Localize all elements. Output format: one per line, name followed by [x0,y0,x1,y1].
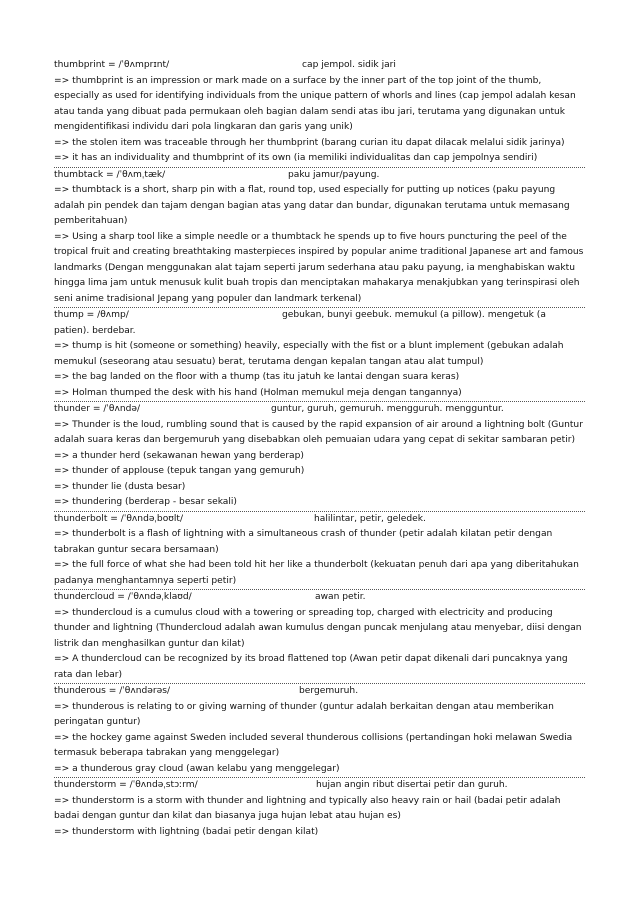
entry-meaning: awan petir. [315,592,366,602]
entry-headword: thump = /θʌmp/ [54,310,129,320]
entry-line: => Holman thumped the desk with his hand (Holman memukul meja dengan tangannya) [54,387,462,398]
entry-headword: thunder = /ˈθʌndə/ [54,404,141,414]
entry-line: => a thunderous gray cloud (awan kelabu yang menggelegar) [54,763,340,774]
entry-meaning: guntur, guruh, gemuruh. mengguruh. mengguntur. [271,404,504,414]
entry-line: patien). berdebar. [54,325,136,336]
entry-line: => thunder of applouse (tepuk tangan yang gemuruh) [54,466,305,476]
entry-meaning: halilintar, petir, geledek. [314,513,426,524]
entry-line: => thunderbolt is a flash of lightning with a simultaneous crash of thunder (petir adalah kilatan petir dengan tabrakan guntur secara bersamaan) [54,529,553,555]
entry-thunderbolt [54,511,585,590]
entry-line: => the bag landed on the floor with a thump (tas itu jatuh ke lantai dengan suara keras) [54,372,460,382]
entry-thunderstorm [54,777,585,840]
entry-line: => a thunder herd (sekawanan hewan yang berderap) [54,450,304,461]
entry-headword-row [54,684,585,700]
entry-thunderous [54,683,585,777]
entry-thump [54,307,585,401]
entry-line: => the full force of what she had been told hit her like a thunderbolt (kekuatan penuh dari apa yang diberitahukan padanya menghantamnya seperti petir) [54,560,579,586]
entry-headword: thunderbolt = /ˈθʌndəˌboʊlt/ [54,513,184,524]
entry-headword-row [54,590,585,606]
entry-headword-row [54,58,585,74]
entry-line: => thunderstorm is a storm with thunder and lightning and typically also heavy rain or hail (badai petir adalah badai dengan guntur dan kilat dan biasanya juga hujan lebat atau hujan es) [54,795,561,821]
entry-headword: thunderous = /ˈθʌndərəs/ [54,686,171,696]
entry-meaning: gebukan, bunyi geebuk. memukul (a pillow). mengetuk (a [282,310,546,320]
entry-meaning: bergemuruh. [299,686,359,696]
entry-thunder [54,401,585,511]
entry-headword: thumbprint = /ˈθʌmprɪnt/ [54,60,170,70]
entry-headword: thundercloud = /ˈθʌndəˌklaʊd/ [54,592,192,602]
entry-line: => thump is hit (someone or something) heavily, especially with the fist or a blunt implement (gebukan adalah memukul (seseorang atau sesuatu) berat, terutama dengan kepalan tangan atau alat tumpul) [54,341,564,367]
entry-headword: thunderstorm = /ˈθʌndəˌstɔːrm/ [54,780,198,790]
entry-line: => thumbprint is an impression or mark made on a surface by the inner part of the top joint of the thumb, especially as used for identifying individuals from the unique pattern of whorls and lines (cap jempol adalah kesan atau tanda yang dibuat pada permukaan oleh bagian dalam sendi atas ibu jari, terutama yang digunakan untuk mengidentifikasi individu dari pola lingkaran dan garis yang unik) [54,75,576,132]
entry-meaning: hujan angin ribut disertai petir dan guruh. [316,780,508,790]
entry-line: => Using a sharp tool like a simple needle or a thumbtack he spends up to five hours puncturing the peel of the tropical fruit and creating breathtaking masterpieces inspired by popular anime traditional Japanese art and famous landmarks (Dengan menggunakan alat tajam seperti jarum sederhana atau paku payung, ia menghabiskan waktu hingga lima jam untuk menusuk kulit buah tropis dan menciptakan mahakarya menakjubkan yang terinspirasi oleh seni anime tradisional Jepang yang populer dan landmark terkenal) [54,231,584,304]
entry-headword-row [54,402,585,418]
entry-headword-row [54,308,585,324]
entry-headword: thumbtack = /ˈθʌmˌtæk/ [54,169,166,180]
entry-headword-row [54,512,585,528]
entry-thumbprint [54,58,585,167]
entry-meaning: paku jamur/payung. [288,169,380,180]
entry-line: => thumbtack is a short, sharp pin with a flat, round top, used especially for putting up notices (paku payung adalah pin pendek dan tajam dengan bagian atas yang datar dan bundar, digunakan terutama untuk memasang pemberitahuan) [54,185,570,226]
entry-line: => thundering (berderap - besar sekali) [54,497,237,507]
entry-line: => the stolen item was traceable through her thumbprint (barang curian itu dapat dilacak melalui sidik jarinya) [54,137,565,148]
entry-headword-row [54,168,585,184]
entry-line: => it has an individuality and thumbprint of its own (ia memiliki individualitas dan cap jempolnya sendiri) [54,153,538,163]
entry-line: => the hockey game against Sweden included several thunderous collisions (pertandingan hoki melawan Swedia termasuk beberapa tabrakan yang menggelegar) [54,732,573,758]
dictionary-page [54,58,585,840]
entry-line: => thunderous is relating to or giving warning of thunder (guntur adalah berkaitan dengan atau memberikan peringatan guntur) [54,701,554,727]
entry-line: => thundercloud is a cumulus cloud with a towering or spreading top, charged with electricity and producing thunder and lightning (Thundercloud adalah awan kumulus dengan puncak menjulang atau menyebar, diisi dengan listrik dan menghasilkan guntur dan kilat) [54,607,582,649]
entry-line: => thunder lie (dusta besar) [54,481,186,492]
entry-thumbtack [54,167,585,308]
entry-thundercloud [54,589,585,683]
entry-line: => Thunder is the loud, rumbling sound that is caused by the rapid expansion of air around a lightning bolt (Guntur adalah suara keras dan bergemuruh yang disebabkan oleh pemuaian udara yang cepat di sekitar sambaran petir) [54,419,583,445]
entry-headword-row [54,778,585,794]
entry-line: => thunderstorm with lightning (badai petir dengan kilat) [54,826,319,837]
entry-line: => A thundercloud can be recognized by its broad flattened top (Awan petir dapat dikenali dari puncaknya yang rata dan lebar) [54,654,568,680]
entry-meaning: cap jempol. sidik jari [302,60,396,70]
